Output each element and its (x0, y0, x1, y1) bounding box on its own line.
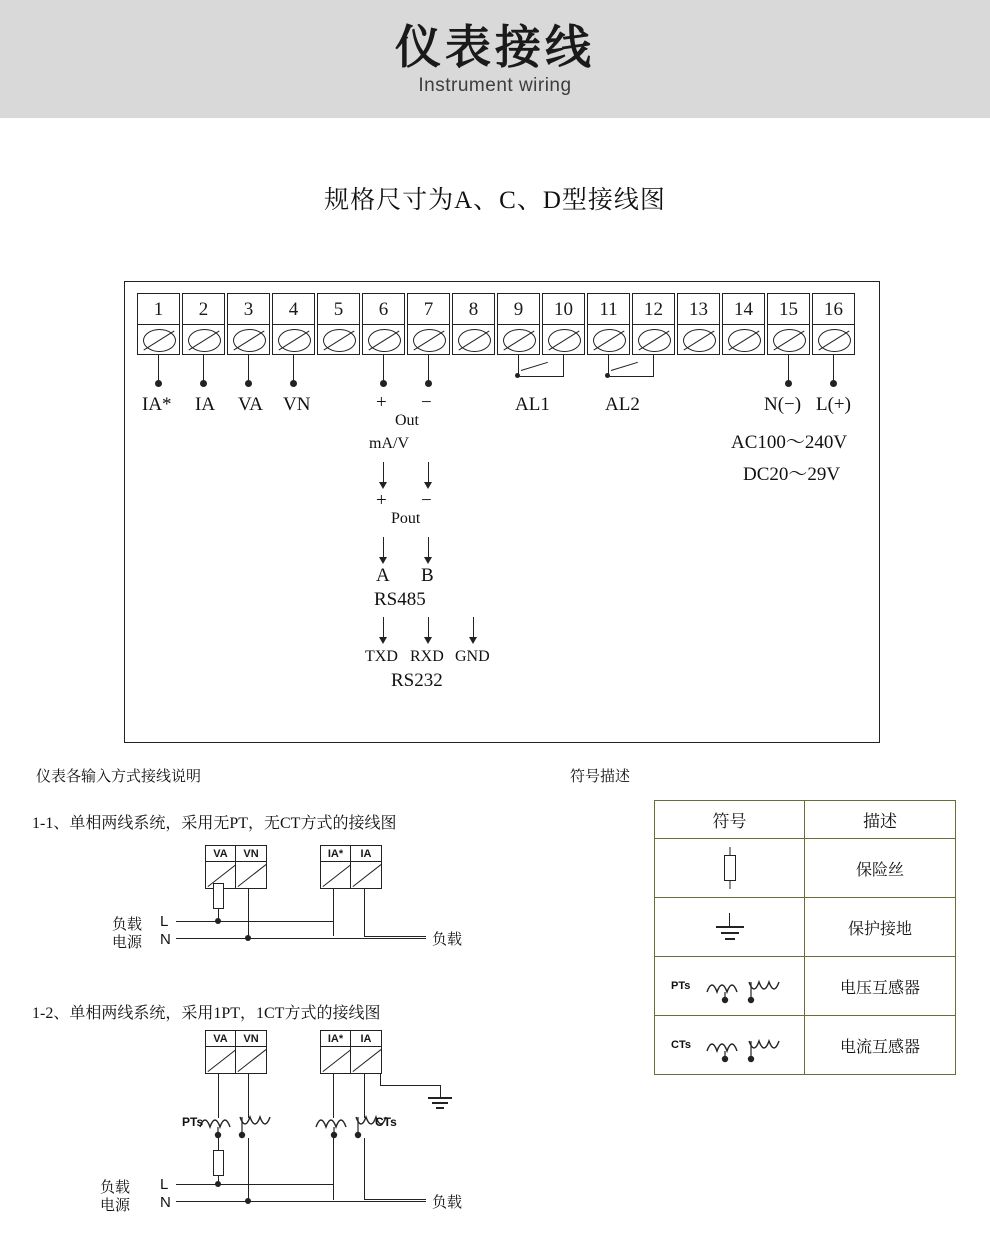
terminal-number: 6 (363, 294, 404, 325)
terminal-screw-icon (321, 862, 350, 888)
terminal-screw-icon (236, 1047, 266, 1073)
label-al1: AL1 (515, 394, 550, 415)
label-out: Out (395, 412, 419, 429)
pt-symbol (703, 970, 785, 1004)
section-title: 规格尺寸为A、C、D型接线图 (324, 187, 666, 214)
table-header-row (655, 801, 956, 839)
table-row (655, 898, 956, 957)
terminal-screw-icon (138, 325, 179, 354)
label-l-2: L (160, 1176, 169, 1193)
mini-terminal-vn (236, 845, 267, 889)
ground-symbol (710, 913, 750, 941)
wire-l-line-2 (176, 1184, 333, 1185)
arrow-icon (424, 482, 432, 489)
lead-line-t10 (563, 354, 564, 376)
terminal-number: 15 (768, 294, 809, 325)
terminal-3 (227, 293, 270, 355)
label-pout-minus: − (421, 490, 432, 511)
column-header-symbol: 符号 (655, 801, 805, 839)
left-notes-heading: 仪表各输入方式接线说明 (36, 768, 202, 785)
symbol-cell-ct (655, 1016, 805, 1075)
wire-ct-left-down (333, 1138, 334, 1200)
label-l: L (160, 913, 169, 930)
wire-pt-neutral-down (248, 1138, 249, 1201)
table-row (655, 957, 956, 1016)
fuse-symbol (213, 1150, 224, 1176)
label-va: VA (238, 394, 263, 415)
terminal-screw-icon (678, 325, 719, 354)
ct-symbol-label: CTs (671, 1039, 691, 1051)
fuse-symbol (724, 855, 736, 881)
arrow-icon (424, 557, 432, 564)
terminal-screw-icon (498, 325, 539, 354)
mini-terminal-ia-star (320, 845, 351, 889)
terminal-1 (137, 293, 180, 355)
mini-terminal-ia (351, 1030, 382, 1074)
terminal-10 (542, 293, 585, 355)
wire-vn-down (248, 888, 249, 938)
label-txd: TXD (365, 648, 398, 665)
label-dc-range: DC20～29V (743, 464, 841, 485)
junction-dot (200, 380, 207, 387)
terminal-14 (722, 293, 765, 355)
contact-bar-al2 (608, 376, 654, 377)
junction-dot (215, 1181, 221, 1187)
case-1-2-title: 1-2、单相两线系统，采用1PT，1CT方式的接线图 (32, 1005, 381, 1022)
wire-load-line-2 (364, 1199, 426, 1200)
terminal-number: 9 (498, 294, 539, 325)
junction-dot (785, 380, 792, 387)
wire-n-line (176, 938, 426, 939)
terminal-screw-icon (273, 325, 314, 354)
junction-dot (380, 380, 387, 387)
main-wiring-diagram (124, 281, 880, 743)
pt-symbol-label: PTs (671, 980, 691, 992)
label-rs485-b: B (421, 565, 434, 586)
contact-dot-al2 (605, 373, 610, 378)
terminal-4 (272, 293, 315, 355)
symbol-cell-pt (655, 957, 805, 1016)
terminal-number: 10 (543, 294, 584, 325)
ground-bar-2 (432, 1102, 448, 1104)
terminal-screw-icon (588, 325, 629, 354)
terminal-5 (317, 293, 360, 355)
label-rs485-a: A (376, 565, 390, 586)
symbol-cell-ground (655, 898, 805, 957)
ground-bar-3 (436, 1107, 444, 1109)
wire-ct-right-down (364, 1138, 365, 1200)
arrow-icon (379, 637, 387, 644)
label-ia-star: IA* (142, 394, 172, 415)
mini-terminal-label: IA (351, 1031, 381, 1047)
table-row (655, 839, 956, 898)
wire-l-line (176, 921, 333, 922)
label-pts: PTs (182, 1115, 204, 1129)
junction-dot (290, 380, 297, 387)
terminal-number: 5 (318, 294, 359, 325)
terminal-screw-icon (351, 1047, 381, 1073)
label-rs485: RS485 (374, 589, 426, 610)
terminal-number: 11 (588, 294, 629, 325)
table-row (655, 1016, 956, 1075)
terminal-screw-icon (723, 325, 764, 354)
terminal-2 (182, 293, 225, 355)
terminal-screw-icon (318, 325, 359, 354)
fuse-symbol (213, 883, 224, 909)
label-n-2: N (160, 1194, 171, 1211)
label-out-minus: − (421, 392, 432, 413)
terminal-screw-icon (236, 862, 266, 888)
terminal-screw-icon (183, 325, 224, 354)
terminal-11 (587, 293, 630, 355)
page-header-banner (0, 0, 990, 118)
terminal-screw-icon (228, 325, 269, 354)
label-vn: VN (283, 394, 311, 415)
label-ac-range: AC100～240V (731, 432, 848, 453)
terminal-9 (497, 293, 540, 355)
mini-terminal-label: IA* (321, 1031, 350, 1047)
terminal-number: 8 (453, 294, 494, 325)
terminal-screw-icon (321, 1047, 350, 1073)
terminal-16 (812, 293, 855, 355)
symbol-desc-fuse: 保险丝 (805, 839, 956, 898)
mini-terminal-ia (351, 845, 382, 889)
mini-terminal-ia-star (320, 1030, 351, 1074)
case-1-2-current-terminals (320, 1030, 382, 1074)
arrow-icon (469, 637, 477, 644)
label-al2: AL2 (605, 394, 640, 415)
column-header-desc: 描述 (805, 801, 956, 839)
label-gnd: GND (455, 648, 490, 665)
terminal-screw-icon (453, 325, 494, 354)
junction-dot (830, 380, 837, 387)
terminal-screw-icon (813, 325, 854, 354)
symbol-table-heading: 符号描述 (570, 768, 631, 785)
terminal-number: 3 (228, 294, 269, 325)
terminal-screw-icon (206, 1047, 235, 1073)
wire-ia-star-down (333, 888, 334, 936)
arrow-icon (424, 637, 432, 644)
junction-dot (155, 380, 162, 387)
header-title-cn: 仪表接线 (395, 20, 595, 73)
terminal-number: 2 (183, 294, 224, 325)
label-power-left: 电源 (112, 934, 143, 951)
terminal-number: 7 (408, 294, 449, 325)
symbol-description-table (654, 800, 956, 1075)
terminal-number: 12 (633, 294, 674, 325)
label-ia: IA (195, 394, 216, 415)
symbol-desc-ground: 保护接地 (805, 898, 956, 957)
wire-ground-branch (380, 1085, 440, 1086)
terminal-screw-icon (543, 325, 584, 354)
label-pout: Pout (391, 510, 421, 527)
case-1-2-voltage-terminals (205, 1030, 267, 1074)
mini-terminal-label: VN (236, 1031, 266, 1047)
label-rxd: RXD (410, 648, 444, 665)
mini-terminal-label: IA (351, 846, 381, 862)
pt-symbol (196, 1105, 276, 1139)
mini-terminal-va (205, 1030, 236, 1074)
wire-load-line (364, 936, 426, 937)
terminal-screw-icon (633, 325, 674, 354)
label-power-left-2: 电源 (100, 1197, 131, 1214)
symbol-cell-fuse (655, 839, 805, 898)
header-title-en: Instrument wiring (418, 75, 572, 97)
contact-lever-al2 (611, 362, 638, 371)
terminal-number: 14 (723, 294, 764, 325)
mini-terminal-label: VA (206, 1031, 235, 1047)
contact-lever-al1 (521, 362, 548, 371)
terminal-screw-icon (363, 325, 404, 354)
contact-dot-al1 (515, 373, 520, 378)
terminal-number: 1 (138, 294, 179, 325)
ground-bar-1 (428, 1097, 452, 1099)
label-neutral: N(−) (764, 394, 802, 415)
junction-dot (245, 1198, 251, 1204)
mini-terminal-vn (236, 1030, 267, 1074)
label-rs232: RS232 (391, 670, 443, 691)
wire-ground-stem (440, 1085, 441, 1097)
label-load-right-2: 负载 (432, 1194, 463, 1211)
junction-dot (425, 380, 432, 387)
lead-line-t12 (653, 354, 654, 376)
ct-symbol (703, 1029, 785, 1063)
terminal-13 (677, 293, 720, 355)
terminal-8 (452, 293, 495, 355)
label-live: L(+) (816, 394, 851, 415)
terminal-screw-icon (351, 862, 381, 888)
symbol-desc-pt: 电压互感器 (805, 957, 956, 1016)
terminal-screw-icon (408, 325, 449, 354)
mini-terminal-label: VA (206, 846, 235, 862)
terminal-screw-icon (768, 325, 809, 354)
terminal-strip (137, 293, 855, 355)
label-out-plus: + (376, 392, 387, 413)
label-pout-plus: + (376, 490, 387, 511)
terminal-7 (407, 293, 450, 355)
contact-bar-al1 (518, 376, 564, 377)
label-load-left: 负载 (112, 916, 143, 933)
symbol-desc-ct: 电流互感器 (805, 1016, 956, 1075)
case-1-1-current-terminals (320, 845, 382, 889)
label-ma-v: mA/V (369, 435, 409, 452)
terminal-number: 4 (273, 294, 314, 325)
mini-terminal-label: IA* (321, 846, 350, 862)
case-1-1-title: 1-1、单相两线系统，采用无PT，无CT方式的接线图 (32, 815, 397, 832)
label-n: N (160, 931, 171, 948)
wire-ia-down (364, 888, 365, 936)
wire-ground-drop (380, 1073, 381, 1086)
label-load-right: 负载 (432, 931, 463, 948)
wire-n-line-2 (176, 1201, 426, 1202)
mini-terminal-label: VN (236, 846, 266, 862)
junction-dot (215, 918, 221, 924)
terminal-15 (767, 293, 810, 355)
junction-dot (245, 380, 252, 387)
terminal-number: 16 (813, 294, 854, 325)
terminal-6 (362, 293, 405, 355)
arrow-icon (379, 557, 387, 564)
label-cts: CTs (375, 1115, 397, 1129)
junction-dot (245, 935, 251, 941)
arrow-icon (379, 482, 387, 489)
terminal-12 (632, 293, 675, 355)
terminal-number: 13 (678, 294, 719, 325)
label-load-left-2: 负载 (100, 1179, 131, 1196)
